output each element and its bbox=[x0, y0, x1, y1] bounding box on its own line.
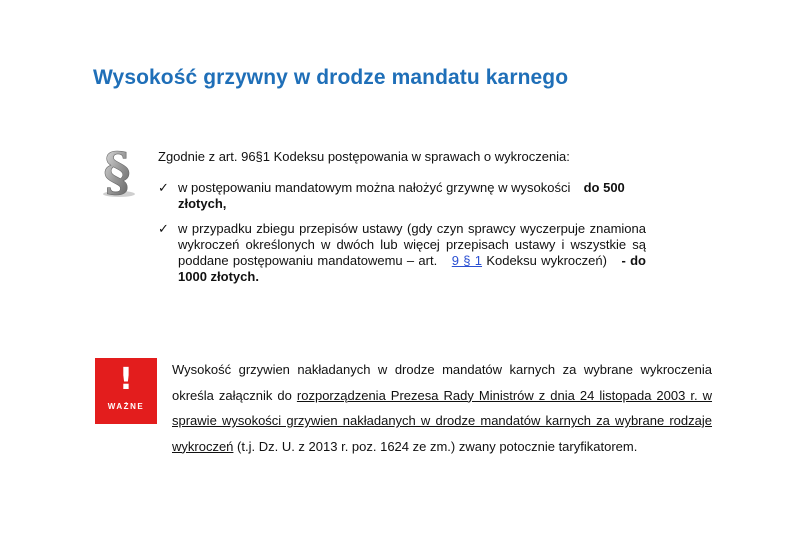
list-item bbox=[158, 221, 646, 285]
item-after-link: Kodeksu wykroczeń) bbox=[486, 253, 607, 268]
criteria-list bbox=[158, 180, 646, 285]
item-amount: do 500 złotych, bbox=[178, 180, 625, 211]
warning-icon bbox=[95, 358, 157, 424]
list-item bbox=[158, 180, 646, 212]
paragraph-icon bbox=[95, 142, 139, 198]
note-tail: (t.j. Dz. U. z 2013 r. poz. 1624 ze zm.) zwany potocznie taryfikatorem. bbox=[237, 438, 638, 454]
note-lead: Wysokość grzywien nakładanych w drodze mandatów karnych za wybrane wykroczenia określa załącznik do bbox=[172, 362, 712, 403]
item-text: w przypadku zbiegu przepisów ustawy (gdy czyn sprawcy wyczerpuje znamiona wykroczeń określonych w dwóch lub więcej przepisach ustawy i wszystkie są poddane postępowaniu mandatowemu – art. bbox=[178, 221, 646, 268]
warning-label: WAŻNE bbox=[107, 402, 145, 411]
check-icon: ✓ bbox=[158, 180, 169, 195]
paragraph-sign: § bbox=[103, 142, 131, 198]
intro-text: Zgodnie z art. 96§1 Kodeksu postępowania w sprawach o wykroczenia: bbox=[158, 149, 570, 164]
item-text: w postępowaniu mandatowym można nałożyć grzywnę w wysokości bbox=[178, 180, 571, 195]
important-note bbox=[172, 357, 712, 459]
article-link[interactable]: 9 § 1 bbox=[451, 253, 483, 268]
item-amount: - do 1000 złotych. bbox=[178, 253, 646, 284]
check-icon: ✓ bbox=[158, 221, 169, 236]
exclamation-icon: ! bbox=[119, 362, 133, 397]
page-title: Wysokość grzywny w drodze mandatu karnego bbox=[93, 66, 569, 89]
regulation-link[interactable]: rozporządzenia Prezesa Rady Ministrów z dnia 24 listopada 2003 r. w sprawie wysokości grzywien nakładanych w drodze mandatów karnych za wybrane rodzaje wykroczeń bbox=[172, 387, 713, 454]
